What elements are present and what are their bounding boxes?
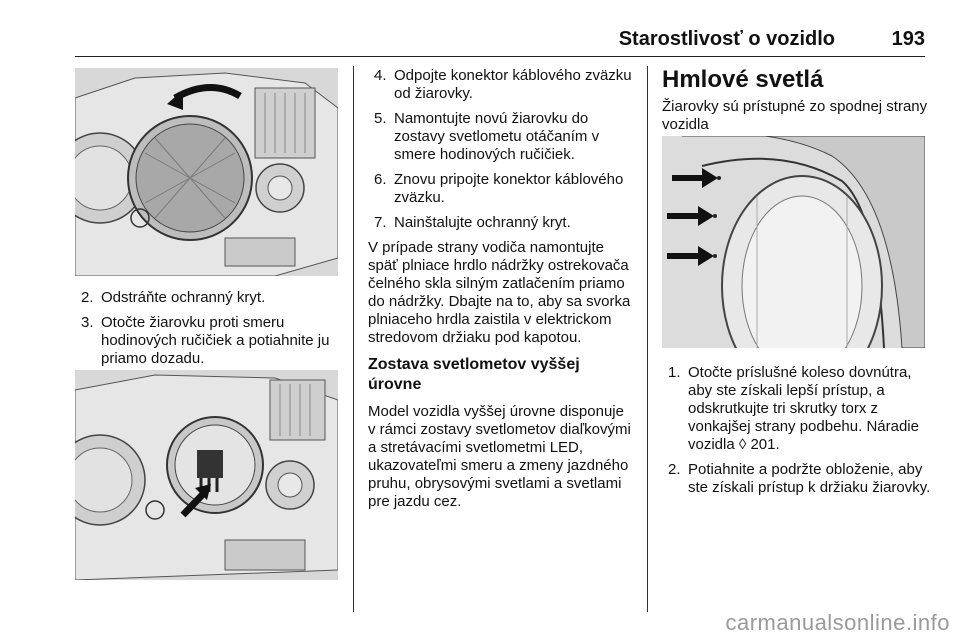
step-number: 4.: [374, 67, 387, 84]
list-item: [368, 171, 634, 207]
page-header: [75, 28, 925, 58]
section-subheading: Zostava svetlometov vyššej úrovne: [368, 356, 580, 393]
column-divider-2: [647, 66, 648, 612]
column-3-steps: [662, 364, 934, 504]
list-item: [368, 110, 634, 164]
step-text: Odstráňte ochranný kryt.: [101, 289, 266, 306]
column-divider-1: [353, 66, 354, 612]
header-rule: [75, 56, 925, 57]
step-text: Nainštalujte ochranný kryt.: [394, 214, 571, 231]
step-text: Odpojte konektor káblového zväzku od žiarovky.: [394, 67, 632, 102]
step-number: 5.: [374, 110, 387, 127]
page-number: 193: [891, 28, 925, 50]
list-item: [368, 214, 634, 232]
step-number: 3.: [81, 314, 94, 331]
column-3-text: [662, 66, 928, 140]
illustration-headlamp-cover: [75, 68, 338, 276]
watermark: carmanualsonline.info: [725, 610, 950, 635]
step-text: Znovu pripojte konektor káblového zväzku.: [394, 171, 624, 206]
list-item: [662, 364, 934, 454]
instruction-list: [368, 67, 634, 232]
step-number: 2.: [668, 461, 681, 478]
step-text: Namontujte novú žiarovku do zostavy svetlometu otáčaním v smere hodinových ručičiek.: [394, 110, 600, 163]
list-item: [75, 289, 345, 307]
step-number: 2.: [81, 289, 94, 306]
step-number: 6.: [374, 171, 387, 188]
instruction-list: [662, 364, 934, 497]
section-heading: Hmlové svetlá: [662, 66, 824, 93]
step-number: 7.: [374, 214, 387, 231]
list-item: [662, 461, 934, 497]
column-2-text: [368, 67, 634, 517]
list-item: [75, 314, 345, 368]
list-item: [368, 67, 634, 103]
intro-paragraph: Žiarovky sú prístupné zo spodnej strany vozidla: [662, 98, 928, 133]
body-paragraph: Model vozidla vyššej úrovne disponuje v rámci zostavy svetlometov diaľkovými a stretávacími svetlometmi LED, ukazovateľmi smeru a zmeny jazdného pruhu, obrysovými svetlami a svetlami pre jazdu cez.: [368, 403, 631, 510]
page-title: Starostlivosť o vozidlo: [618, 28, 835, 50]
illustration-bulb-removal: [75, 370, 338, 580]
column-1-text: [75, 289, 345, 375]
step-text: Otočte príslušné koleso dovnútra, aby ste získali lepší prístup, a odskrutkujte tri skrutky torx z vonkajšej strany podbehu. Náradie vozidla ◊ 201.: [688, 364, 919, 453]
step-text: Otočte žiarovku proti smeru hodinových ručičiek a potiahnite ju priamo dozadu.: [101, 314, 330, 367]
body-paragraph: V prípade strany vodiča namontujte späť plniace hrdlo nádržky ostrekovača čelného skla silným zatlačením priamo do nádržky. Dbajte na to, aby sa svorka plniaceho hrdla zaistila v elektrickom stredovom držiaku pod kapotou.: [368, 239, 631, 346]
step-text: Potiahnite a podržte obloženie, aby ste získali prístup k držiaku žiarovky.: [688, 461, 931, 496]
step-number: 1.: [668, 364, 681, 381]
illustration-wheel-arch: [662, 136, 925, 348]
instruction-list: [75, 289, 345, 368]
